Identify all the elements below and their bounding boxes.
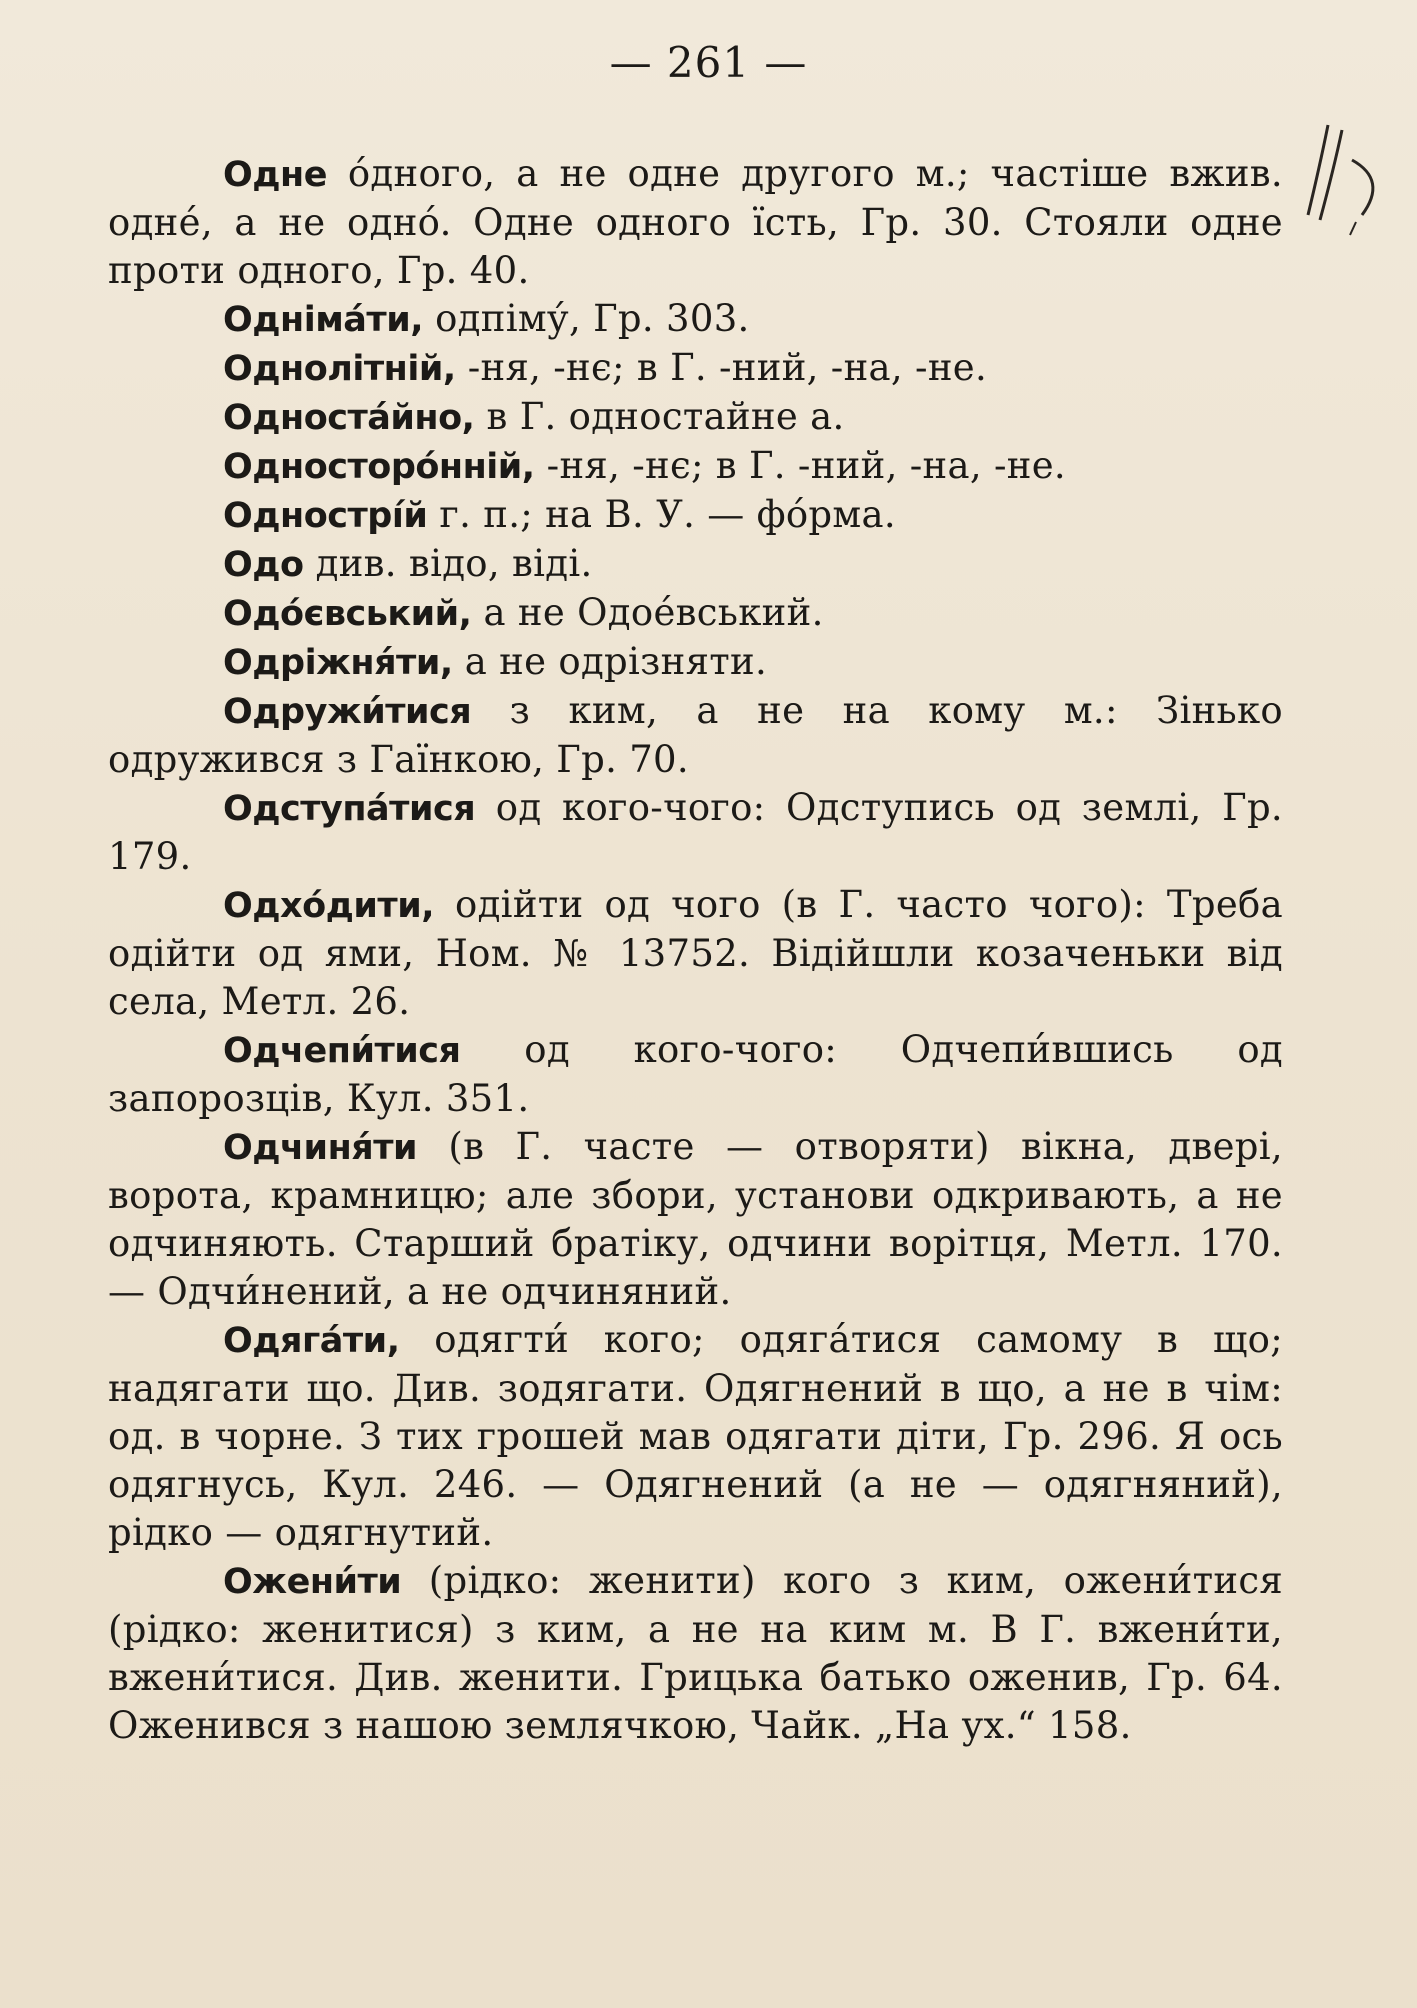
- headword: Одчиня́ти: [223, 1128, 418, 1168]
- headword: Одне: [223, 155, 327, 195]
- headword: Одóєвський,: [223, 594, 472, 634]
- headword: Однолітній,: [223, 349, 456, 389]
- entry-text: а не одрізняти.: [452, 640, 768, 683]
- headword: Ожени́ти: [223, 1562, 402, 1602]
- entry-odnolitnii: [108, 344, 1283, 393]
- entry-text: одпіму́, Гр. 303.: [423, 297, 750, 340]
- entry-text: -ня, -нє; в Г. -ний, -на, -не.: [534, 444, 1066, 487]
- headword: Одяга́ти,: [223, 1321, 400, 1361]
- handwritten-margin-mark: [1290, 120, 1400, 240]
- headword: Одо: [223, 545, 304, 585]
- entry-text: óдного, а не одне другого м.; частіше вжив. однé, а не однó. Одне одного їсть, Гр. 30. Стояли одне проти одного, Гр. 40.: [108, 152, 1283, 292]
- entry-text: (рідко: женити) кого з ким, ожени́тися (рідко: женитися) з ким, а не на ким м. В Г. вжени́ти, вжени́тися. Див. женити. Грицька батько оженив, Гр. 64. Оженився з нашою землячкою, Чайк. „На ух.“ 158.: [108, 1559, 1283, 1747]
- headword: Одхóдити,: [223, 886, 435, 926]
- headword: Одріжня́ти,: [223, 643, 453, 683]
- entry-odchepytysia: [108, 1026, 1283, 1123]
- entry-odnimaty: [108, 295, 1283, 344]
- entry-odoievskyi: [108, 589, 1283, 638]
- entry-text: г. п.; на В. У. — фóрма.: [427, 493, 896, 536]
- entry-text: одягти́ кого; одяга́тися самому в що; надягати що. Див. зодягати. Одягнений в що, а не в чім: од. в чорне. З тих грошей мав одягати діти, Гр. 296. Я ось одягнусь, Кул. 246. — Одягнений (а не — одягняний), рідко — одягнутий.: [108, 1318, 1283, 1554]
- headword: Одчепи́тися: [223, 1031, 461, 1071]
- entry-odnostrii: [108, 491, 1283, 540]
- entry-odiahaty: [108, 1316, 1283, 1557]
- entry-text: див. відо, віді.: [303, 542, 593, 585]
- entry-odo: [108, 540, 1283, 589]
- entry-text: в Г. одностайне а.: [474, 395, 845, 438]
- entry-text: од кого-чого: Одчепи́вшись од запорозців, Кул. 351.: [108, 1028, 1283, 1120]
- entry-odruzhytysia: [108, 687, 1283, 784]
- headword: Одступа́тися: [223, 789, 476, 829]
- entry-text: -ня, -нє; в Г. -ний, -на, -не.: [455, 346, 988, 389]
- headword: Одностpíй: [223, 496, 428, 536]
- entry-text: одійти од чого (в Г. часто чого): Треба одійти од ями, Ном. № 13752. Відійшли козаченьки від села, Метл. 26.: [108, 883, 1283, 1023]
- entry-text: а не Одоéвський.: [471, 591, 824, 634]
- entry-odnostaino: [108, 393, 1283, 442]
- headword: Односторóнній,: [223, 447, 535, 487]
- entry-odkhodyty: [108, 881, 1283, 1026]
- headword: Односта́йно,: [223, 398, 475, 438]
- entry-text: з ким, а не на кому м.: Зінько одружився з Гаїнкою, Гр. 70.: [108, 689, 1283, 781]
- dictionary-text: [108, 150, 1283, 1750]
- entry-text: (в Г. часте — отворяти) вікна, двері, ворота, крамницю; але збори, установи одкривають, а не одчиняють. Старший братіку, одчини ворітця, Метл. 170. — Одчи́нений, а не одчиняний.: [108, 1125, 1283, 1313]
- entry-odnostoronnii: [108, 442, 1283, 491]
- headword: Одружи́тися: [223, 692, 472, 732]
- entry-odchyniaty: [108, 1123, 1283, 1316]
- entry-text: од кого-чого: Одступись од землі, Гр. 179.: [108, 786, 1283, 878]
- entry-odstupatysia: [108, 784, 1283, 881]
- page-number: — 261 —: [609, 38, 808, 87]
- entry-ozhenyty: [108, 1557, 1283, 1750]
- headword: Одніма́ти,: [223, 300, 424, 340]
- entry-odrizhniaty: [108, 638, 1283, 687]
- entry-odne: [108, 150, 1283, 295]
